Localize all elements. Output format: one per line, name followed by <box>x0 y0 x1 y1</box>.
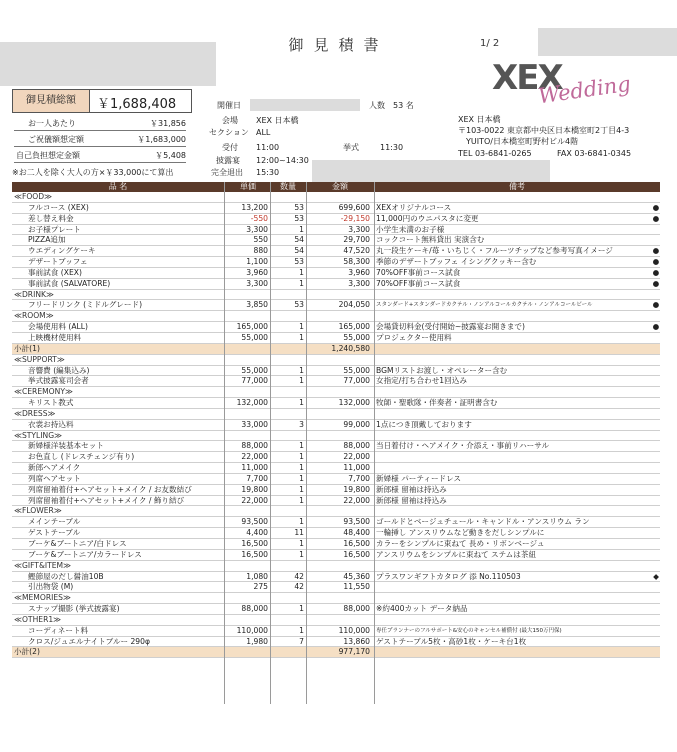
cell-qty: 53 <box>294 300 304 310</box>
cell-price: 22,000 <box>241 452 268 462</box>
cell-price: 275 <box>253 582 268 592</box>
table-row <box>12 604 660 615</box>
cell-amount: 3,300 <box>348 278 370 288</box>
cell-price: 77,000 <box>241 376 268 386</box>
cell-price: 165,000 <box>236 322 268 332</box>
cell-qty: 1 <box>299 365 304 375</box>
document-title: 御見積書 <box>288 36 389 54</box>
table-row <box>12 626 660 637</box>
cell-qty: 1 <box>299 473 304 483</box>
cell-name: ≪GIFT&ITEM≫ <box>14 560 72 570</box>
cell-name: 小計(1) <box>14 343 40 353</box>
cell-remark: 一輪挿し アンスリウムなど動きをだしシンプルに <box>376 528 545 538</box>
cell-amount: 110,000 <box>338 625 370 635</box>
category-row <box>12 192 660 203</box>
cell-mark: ● <box>652 278 660 288</box>
header-qty: 数量 <box>280 182 296 191</box>
cell-name: ブーケ&ブートニア/カラードレス <box>28 549 142 559</box>
cell-name: ≪STYLING≫ <box>14 430 63 440</box>
cell-name: 差し替え料金 <box>28 213 74 223</box>
cell-amount: 99,000 <box>343 419 370 429</box>
redacted-block <box>250 99 360 111</box>
cell-name: 新郎ヘアメイク <box>28 463 81 473</box>
cell-remark: カラーをシンプルに束ねて 長め・リボンベージュ <box>376 539 545 548</box>
category-row <box>12 431 660 442</box>
cell-qty: 1 <box>299 398 304 408</box>
table-row <box>12 225 660 236</box>
cell-remark: 丸一段生ケーキ/苺・いちじく・フルーツチップなど参考写真イメージ <box>376 246 613 256</box>
table-row <box>12 496 660 507</box>
table-row <box>12 398 660 409</box>
cell-mark: ● <box>652 257 660 267</box>
header-name: 品 名 <box>108 182 128 191</box>
table-row <box>12 257 660 268</box>
logo-script: Wedding <box>536 71 633 109</box>
table-row <box>12 279 660 290</box>
venue-address: 〒103-0022 東京都中央区日本橋室町2丁目4-3 <box>458 126 630 135</box>
cell-name: キリスト教式 <box>28 398 74 408</box>
cell-amount: 55,000 <box>343 332 370 342</box>
table-row <box>12 463 660 474</box>
header-price: 単価 <box>240 182 256 191</box>
cell-remark: 当日着付け・ヘアメイク・介添え・事前リハーサル <box>376 441 550 451</box>
cell-amount: 77,000 <box>343 376 370 386</box>
cell-qty: 54 <box>294 246 304 256</box>
exit-time: 15:30 <box>256 168 280 177</box>
column-divider <box>306 182 307 704</box>
venue-value: XEX 日本橋 <box>256 116 299 125</box>
reception-time: 11:00 <box>256 143 280 152</box>
cell-mark: ● <box>652 267 660 277</box>
table-row <box>12 441 660 452</box>
summary-value: ￥5,408 <box>155 151 186 160</box>
total-estimate-value: ￥1,688,408 <box>97 97 177 112</box>
cell-qty: 1 <box>299 441 304 451</box>
cell-amount: 45,360 <box>343 571 370 581</box>
logo-brand: XEX <box>492 58 562 98</box>
cell-name: 挙式披露宴司会者 <box>28 376 89 386</box>
summary-value: ￥1,683,000 <box>137 135 186 144</box>
cell-remark: XEXオリジナルコース <box>376 202 452 212</box>
cell-price: 33,000 <box>241 419 268 429</box>
table-row <box>12 582 660 593</box>
column-divider <box>224 182 225 704</box>
cell-name: 衣裳お持込料 <box>28 419 74 429</box>
cell-amount: 165,000 <box>338 322 370 332</box>
cell-price: 93,500 <box>241 517 268 527</box>
cell-amount: 3,960 <box>348 267 370 277</box>
xex-wedding-logo <box>492 58 632 108</box>
table-row <box>12 246 660 257</box>
cell-remark: 新婦様 パーティードレス <box>376 473 462 483</box>
cell-name: 列席留袖着付+ヘアセット+メイク / 飾り結び <box>28 495 185 505</box>
cell-amount: 55,000 <box>343 365 370 375</box>
cell-mark: ● <box>652 300 660 310</box>
guest-count: 53 名 <box>393 101 414 110</box>
header-remark: 備考 <box>509 182 525 191</box>
cell-remark: 新郎様 留袖は持込み <box>376 495 447 505</box>
cell-amount: 3,300 <box>348 224 370 234</box>
page-number: 1/ 2 <box>480 38 500 49</box>
cell-remark: 70%OFF事前コース試食 <box>376 267 461 277</box>
cell-price: 7,700 <box>246 473 268 483</box>
cell-qty: 11 <box>294 528 304 538</box>
banquet-label: 披露宴 <box>216 156 240 165</box>
table-row <box>12 300 660 311</box>
redacted-block <box>312 160 550 182</box>
cell-qty: 42 <box>294 571 304 581</box>
summary-note: ※お二人を除く大人の方×￥33,000にて算出 <box>12 168 174 177</box>
cell-price: 3,960 <box>246 267 268 277</box>
table-row <box>12 517 660 528</box>
cell-remark: プロジェクター使用料 <box>376 332 452 342</box>
cell-remark: 会場貸切料金(受付開始~披露宴お開きまで) <box>376 322 525 332</box>
cell-name: 列席ヘアセット <box>28 473 81 483</box>
cell-name: ブーケ&ブートニア/白ドレス <box>28 539 127 548</box>
table-row <box>12 333 660 344</box>
cell-price: 3,300 <box>246 278 268 288</box>
cell-amount: 22,000 <box>343 452 370 462</box>
venue-building: YUITO/日本橋室町野村ビル4階 <box>466 137 579 146</box>
venue-tel: TEL 03-6841-0265 <box>458 149 532 158</box>
cell-name: 事前試食 (SALVATORE) <box>28 278 111 288</box>
cell-qty: 1 <box>299 322 304 332</box>
cell-mark: ● <box>652 322 660 332</box>
cell-remark: 小学生未満のお子様 <box>376 224 445 234</box>
cell-qty: 42 <box>294 582 304 592</box>
cell-price: -550 <box>250 213 268 223</box>
cell-amount: 22,000 <box>343 495 370 505</box>
column-divider <box>270 182 271 704</box>
reception-label: 受付 <box>222 143 238 152</box>
subtotal-row <box>12 344 660 355</box>
category-row <box>12 409 660 420</box>
category-row <box>12 355 660 366</box>
cell-price: 88,000 <box>241 441 268 451</box>
cell-amount: 13,860 <box>343 636 370 646</box>
summary-label: 自己負担想定金額 <box>16 151 80 160</box>
ceremony-time: 11:30 <box>380 143 404 152</box>
cell-price: 110,000 <box>236 625 268 635</box>
table-row <box>12 528 660 539</box>
summary-label: ご祝儀額想定額 <box>28 135 84 144</box>
cell-price: 550 <box>253 235 268 245</box>
ceremony-label: 挙式 <box>343 143 359 152</box>
cell-qty: 53 <box>294 257 304 267</box>
cell-qty: 1 <box>299 484 304 494</box>
cell-mark: ● <box>652 202 660 212</box>
subtotal-row <box>12 647 660 658</box>
cell-amount: 88,000 <box>343 441 370 451</box>
cell-remark: 1点につき頂戴しております <box>376 419 472 429</box>
cell-amount: 19,800 <box>343 484 370 494</box>
cell-qty: 1 <box>299 625 304 635</box>
section-label: セクション <box>209 128 249 137</box>
cell-name: お色直し (ドレスチェンジ有り) <box>28 452 135 462</box>
cell-name: ≪CEREMONY≫ <box>14 387 73 397</box>
table-body <box>12 192 660 658</box>
summary-row <box>14 149 186 163</box>
cell-mark: ◆ <box>653 571 659 581</box>
cell-qty: 1 <box>299 495 304 505</box>
cell-mark: ● <box>652 246 660 256</box>
cell-name: クロス/ジュエルナイトブルー 290φ <box>28 636 150 646</box>
cell-price: 4,400 <box>246 528 268 538</box>
banquet-time: 12:00~14:30 <box>256 156 309 165</box>
table-row <box>12 214 660 225</box>
cell-amount: 16,500 <box>343 549 370 559</box>
cell-amount: 699,600 <box>338 202 370 212</box>
cell-qty: 53 <box>294 213 304 223</box>
cell-amount: 16,500 <box>343 539 370 548</box>
section-value: ALL <box>256 128 271 137</box>
cell-remark: スタンダード+スタンダードカクテル・ノンアルコールカクテル・ノンアルコールビール <box>376 302 593 309</box>
cell-name: 小計(2) <box>14 647 40 657</box>
cell-amount: 88,000 <box>343 604 370 614</box>
estimate-table <box>12 182 660 658</box>
cell-name: ≪DRESS≫ <box>14 408 56 418</box>
cell-remark: ゲストテーブル5枚・高砂1枚・ケーキ台1枚 <box>376 636 527 646</box>
cell-remark: 11,000円のウニパスタに変更 <box>376 213 479 223</box>
cell-qty: 7 <box>299 636 304 646</box>
table-row <box>12 235 660 246</box>
summary-label: お一人あたり <box>28 119 76 128</box>
cell-amount: 11,000 <box>343 463 370 473</box>
cell-price: 3,850 <box>246 300 268 310</box>
cell-name: フルコース (XEX) <box>28 202 89 212</box>
table-row <box>12 268 660 279</box>
table-header <box>12 182 660 192</box>
cell-amount: 93,500 <box>343 517 370 527</box>
cell-remark: 季節のデザートブッフェ イシングクッキー含む <box>376 257 537 267</box>
cell-name: フリードリンク (ミドルグレード) <box>28 300 143 310</box>
table-row <box>12 572 660 583</box>
cell-mark: ● <box>652 213 660 223</box>
total-estimate-box <box>12 89 192 113</box>
category-row <box>12 311 660 322</box>
cell-qty: 1 <box>299 376 304 386</box>
cell-remark: 新郎様 留袖は持込み <box>376 484 447 494</box>
cell-qty: 1 <box>299 539 304 548</box>
column-divider <box>374 182 375 704</box>
cell-name: ウエディングケーキ <box>28 246 96 256</box>
cell-name: 新婦様洋装基本セット <box>28 441 104 451</box>
cell-remark: コックコート無料貸出 実演含む <box>376 235 485 245</box>
cell-qty: 1 <box>299 278 304 288</box>
table-row <box>12 539 660 550</box>
cell-price: 3,300 <box>246 224 268 234</box>
cell-remark: 70%OFF事前コース試食 <box>376 278 461 288</box>
cell-qty: 3 <box>299 419 304 429</box>
cell-qty: 53 <box>294 202 304 212</box>
cell-price: 16,500 <box>241 539 268 548</box>
cell-price: 22,000 <box>241 495 268 505</box>
cell-price: 13,200 <box>241 202 268 212</box>
cell-name: 事前試食 (XEX) <box>28 267 82 277</box>
cell-qty: 1 <box>299 463 304 473</box>
cell-name: PIZZA追加 <box>28 235 66 245</box>
cell-remark: 牧師・聖歌隊・伴奏者・証明書含む <box>376 398 498 408</box>
table-row <box>12 420 660 431</box>
table-row <box>12 485 660 496</box>
cell-name: 上映機材使用料 <box>28 332 82 342</box>
cell-name: コーディネート料 <box>28 625 89 635</box>
summary-value: ￥31,856 <box>150 119 186 128</box>
cell-amount: 29,700 <box>343 235 370 245</box>
cell-price: 88,000 <box>241 604 268 614</box>
cell-amount: 204,050 <box>338 300 370 310</box>
venue-name: XEX 日本橋 <box>458 115 501 124</box>
cell-remark: ※約400カット データ納品 <box>376 604 468 614</box>
category-row <box>12 561 660 572</box>
cell-name: デザートブッフェ <box>28 257 88 267</box>
cell-name: ≪MEMORIES≫ <box>14 593 71 603</box>
cell-name: メインテーブル <box>28 517 81 527</box>
cell-name: ≪DRINK≫ <box>14 289 54 299</box>
cell-remark: 専任プランナーのフルサポート&安心のキャンセル補償付 (最大150万円保) <box>376 627 562 634</box>
cell-qty: 1 <box>299 604 304 614</box>
cell-amount: 58,300 <box>343 257 370 267</box>
venue-label: 会場 <box>222 116 238 125</box>
cell-price: 880 <box>253 246 268 256</box>
cell-qty: 1 <box>299 517 304 527</box>
category-row <box>12 387 660 398</box>
table-row <box>12 452 660 463</box>
table-row <box>12 366 660 377</box>
cell-qty: 1 <box>299 332 304 342</box>
cell-price: 1,100 <box>246 257 268 267</box>
exit-label: 完全退出 <box>211 168 243 177</box>
cell-price: 55,000 <box>241 332 268 342</box>
cell-qty: 1 <box>299 267 304 277</box>
cell-price: 1,080 <box>246 571 268 581</box>
cell-price: 55,000 <box>241 365 268 375</box>
cell-amount: 11,550 <box>343 582 370 592</box>
cell-remark: BGMリストお渡し・オペレーター含む <box>376 365 508 375</box>
cell-amount: 977,170 <box>338 647 370 657</box>
table-row <box>12 376 660 387</box>
table-row <box>12 637 660 648</box>
table-row <box>12 474 660 485</box>
cell-qty: 54 <box>294 235 304 245</box>
summary-row <box>14 133 186 147</box>
cell-qty: 1 <box>299 452 304 462</box>
cell-price: 132,000 <box>236 398 268 408</box>
header-amount: 金額 <box>332 182 348 191</box>
cell-name: ≪ROOM≫ <box>14 311 54 321</box>
cell-name: ≪SUPPORT≫ <box>14 354 65 364</box>
cell-price: 16,500 <box>241 549 268 559</box>
cell-qty: 1 <box>299 549 304 559</box>
cell-name: ≪OTHER1≫ <box>14 614 62 624</box>
cell-remark: プラスワンギフトカタログ 添 No.110503 <box>376 571 521 581</box>
table-row <box>12 322 660 333</box>
category-row <box>12 290 660 301</box>
venue-fax: FAX 03-6841-0345 <box>557 149 632 158</box>
cell-amount: 48,400 <box>343 528 370 538</box>
cell-amount: 1,240,580 <box>331 343 370 353</box>
cell-name: ゲストテーブル <box>28 528 81 538</box>
summary-row <box>14 117 186 131</box>
cell-name: 列席留袖着付+ヘアセット+メイク / お友数結び <box>28 484 192 494</box>
cell-remark: 女指定/打ち合わせ1回込み <box>376 376 467 386</box>
cell-amount: 47,520 <box>343 246 370 256</box>
total-estimate-label: 御見積総額 <box>13 90 90 112</box>
cell-name: ≪FLOWER≫ <box>14 506 62 516</box>
cell-remark: ゴールドとベージュチュール・キャンドル・アンスリウム ラン <box>376 517 590 527</box>
cell-name: お子様プレート <box>28 224 81 234</box>
guest-count-label: 人数 <box>369 101 385 110</box>
table-row <box>12 203 660 214</box>
category-row <box>12 506 660 517</box>
cell-amount: 132,000 <box>338 398 370 408</box>
cell-name: 引出物袋 (M) <box>28 582 74 592</box>
cell-amount: -29,150 <box>340 213 370 223</box>
cell-qty: 1 <box>299 224 304 234</box>
cell-price: 1,980 <box>246 636 268 646</box>
cell-remark: アンスリウムをシンプルに束ねて ステムは茶紐 <box>376 549 537 559</box>
cell-price: 19,800 <box>241 484 268 494</box>
table-row <box>12 550 660 561</box>
cell-amount: 7,700 <box>348 473 370 483</box>
event-date-label: 開催日 <box>217 101 241 110</box>
cell-price: 11,000 <box>241 463 268 473</box>
category-row <box>12 615 660 626</box>
cell-name: 会場使用料 (ALL) <box>28 322 88 332</box>
cell-name: スナップ撮影 (挙式披露宴) <box>28 604 120 614</box>
cell-name: 鰹節屋のだし醤油10B <box>28 571 104 581</box>
cell-name: ≪FOOD≫ <box>14 192 53 201</box>
cell-name: 音響費 (編集込み) <box>28 365 90 375</box>
category-row <box>12 593 660 604</box>
